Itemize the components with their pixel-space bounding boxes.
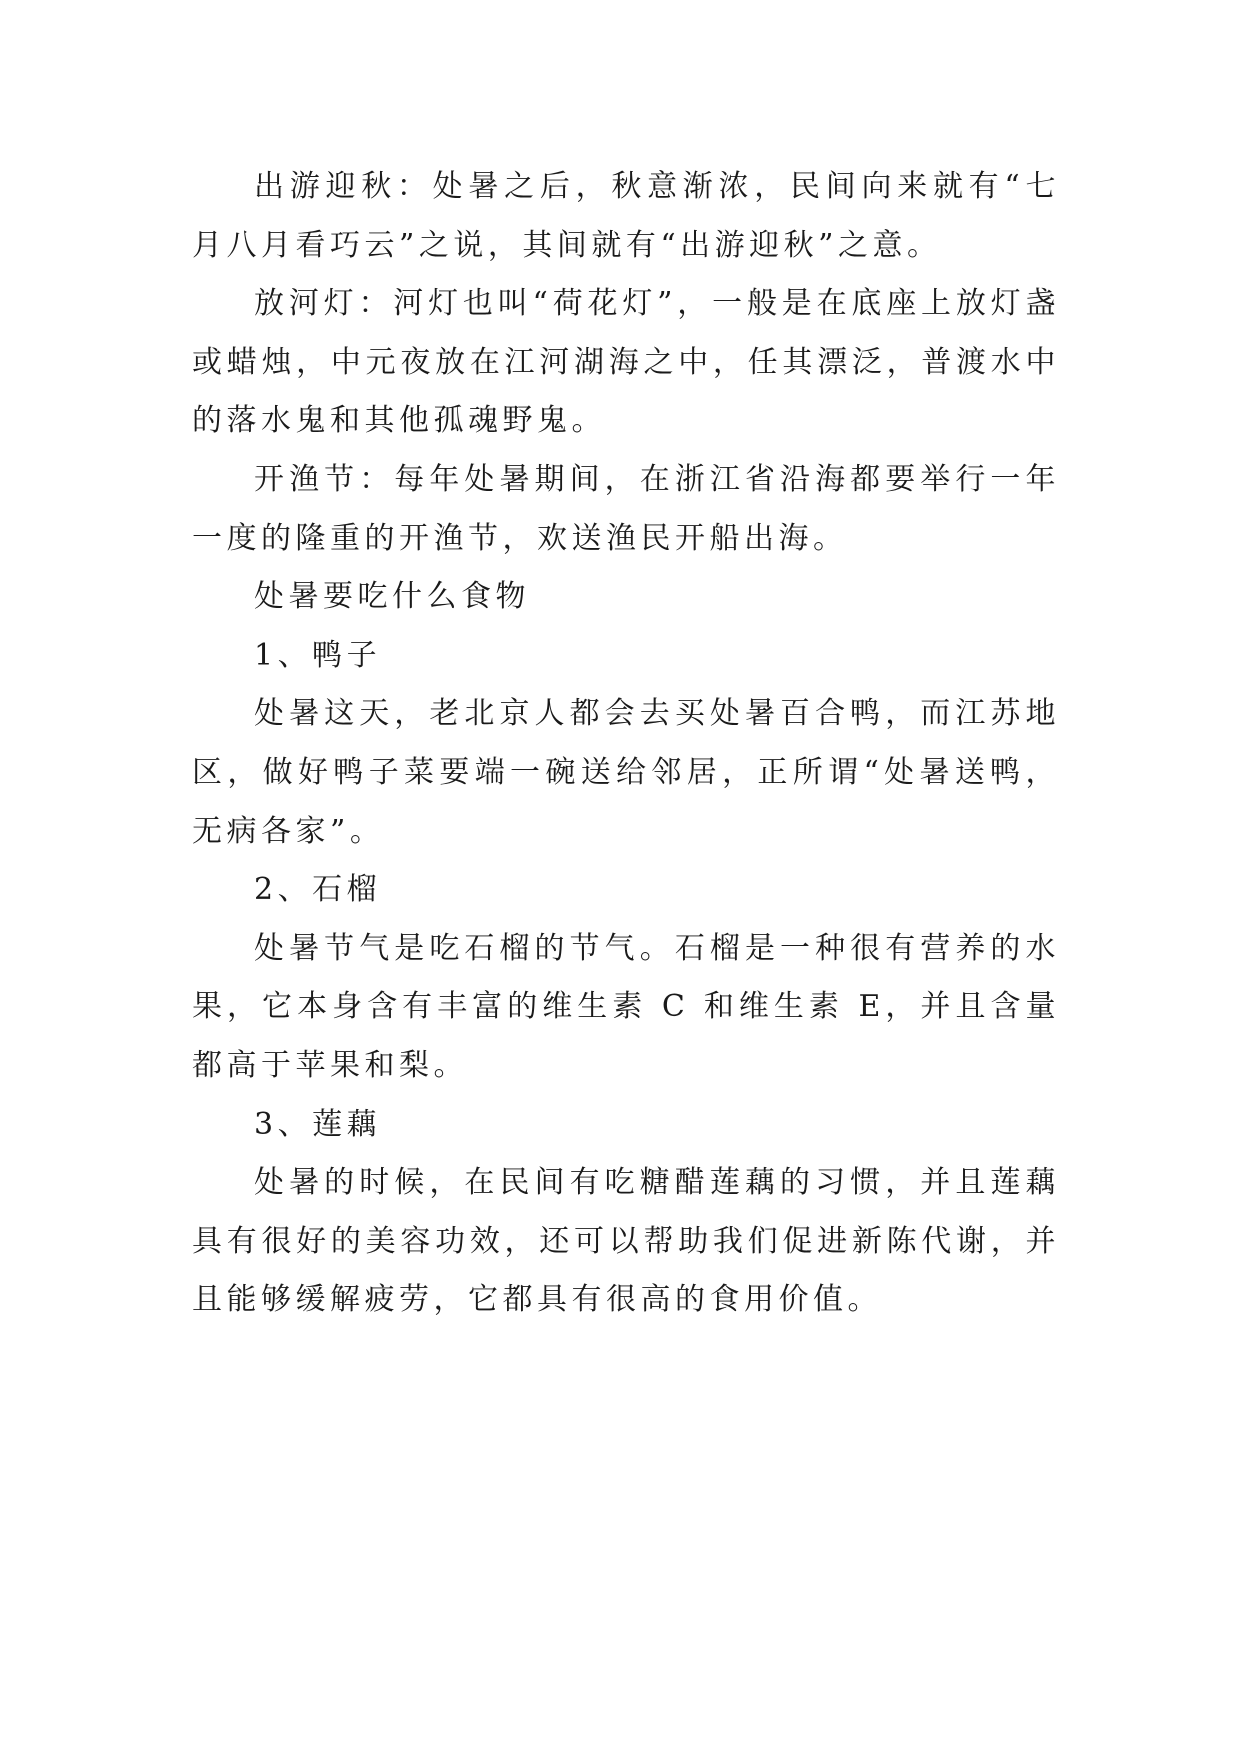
paragraph-fishing-festival: 开渔节：每年处暑期间，在浙江省沿海都要举行一年一度的隆重的开渔节，欢送渔民开船出海。	[192, 461, 1060, 556]
paragraph-pomegranate: 处暑节气是吃石榴的节气。石榴是一种很有营养的水果，它本身含有丰富的维生素 C 和维生素 E，并且含量都高于苹果和梨。	[192, 930, 1060, 1083]
paragraph-duck: 处暑这天，老北京人都会去买处暑百合鸭，而江苏地区，做好鸭子菜要端一碗送给邻居，正所谓“处暑送鸭，无病各家”。	[192, 696, 1060, 849]
paragraph-outing-autumn: 出游迎秋：处暑之后，秋意渐浓，民间向来就有“七月八月看巧云”之说，其间就有“出游迎秋”之意。	[192, 169, 1060, 263]
item-heading-pomegranate: 2、石榴	[254, 872, 382, 908]
paragraph-lotus-root: 处暑的时候，在民间有吃糖醋莲藕的习惯，并且莲藕具有很好的美容功效，还可以帮助我们促进新陈代谢，并且能够缓解疲劳，它都具有很高的食用价值。	[192, 1165, 1060, 1318]
item-heading-duck: 1、鸭子	[254, 637, 382, 673]
section-heading-foods: 处暑要吃什么食物	[254, 579, 530, 615]
paragraph-river-lanterns: 放河灯：河灯也叫“荷花灯”，一般是在底座上放灯盏或蜡烛，中元夜放在江河湖海之中，任其漂泛，普渡水中的落水鬼和其他孤魂野鬼。	[192, 286, 1060, 439]
document-body	[192, 158, 1060, 1330]
item-heading-lotus-root: 3、莲藕	[254, 1106, 382, 1142]
